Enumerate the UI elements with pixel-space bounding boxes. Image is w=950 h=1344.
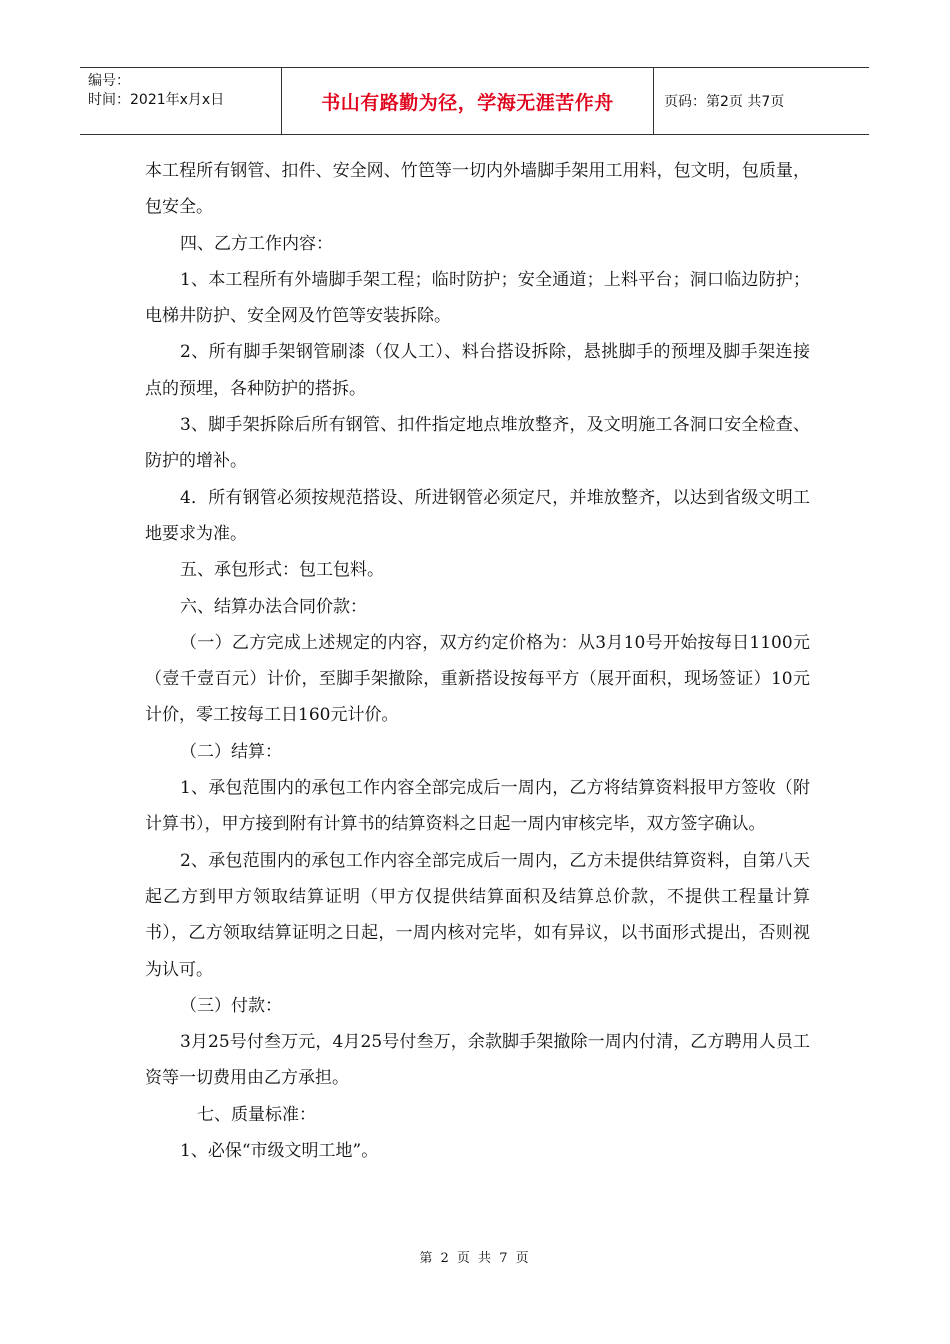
page-header [80, 67, 869, 135]
body-paragraph: 1、承包范围内的承包工作内容全部完成后一周内，乙方将结算资料报甲方签收（附计算书），甲方接到附有计算书的结算资料之日起一周内审核完毕，双方签字确认。 [145, 778, 810, 835]
body-paragraph: （一）乙方完成上述规定的内容，双方约定价格为：从3月10号开始按每日1100元（壹千壹百元）计价，至脚手架撤除，重新搭设按每平方（展开面积，现场签证）10元计价，零工按每工日160元计价。 [145, 632, 810, 726]
header-meta [80, 68, 282, 134]
section-heading: 五、承包形式：包工包料。 [180, 560, 384, 581]
subsection-heading: （三）付款： [180, 995, 282, 1016]
body-paragraph: 2、所有脚手架钢管刷漆（仅人工）、料台搭设拆除，悬挑脚手的预埋及脚手架连接点的预埋，各种防护的搭拆。 [145, 342, 810, 399]
section-heading: 六、结算办法合同价款： [180, 596, 367, 617]
section-heading: 四、乙方工作内容： [180, 233, 333, 254]
subsection-heading: （二）结算： [180, 741, 282, 762]
body-paragraph: 1、必保“市级文明工地”。 [180, 1141, 379, 1162]
body-paragraph: 4．所有钢管必须按规范搭设、所进钢管必须定尺，并堆放整齐，以达到省级文明工地要求为准。 [145, 487, 810, 544]
header-page-label: 页码：第2页 共7页 [664, 94, 785, 110]
header-motto-cell [282, 68, 654, 134]
body-paragraph: 3、脚手架拆除后所有钢管、扣件指定地点堆放整齐，及文明施工各洞口安全检查、防护的增补。 [145, 415, 810, 472]
body-paragraph: 2、承包范围内的承包工作内容全部完成后一周内，乙方未提供结算资料，自第八天起乙方到甲方领取结算证明（甲方仅提供结算面积及结算总价款，不提供工程量计算书），乙方领取结算证明之日起，一周内核对完毕，如有异议，以书面形式提出，否则视为认可。 [145, 850, 810, 980]
body-paragraph: 本工程所有钢管、扣件、安全网、竹笆等一切内外墙脚手架用工用料，包文明，包质量，包安全。 [145, 161, 810, 218]
document-date-label: 时间：2021年x月x日 [88, 92, 225, 108]
body-paragraph: 3月25号付叁万元，4月25号付叁万，余款脚手架撤除一周内付清，乙方聘用人员工资等一切费用由乙方承担。 [145, 1032, 810, 1089]
body-paragraph: 1、本工程所有外墙脚手架工程；临时防护；安全通道；上料平台；洞口临边防护；电梯井防护、安全网及竹笆等安装拆除。 [145, 269, 810, 327]
document-body [145, 153, 810, 1169]
header-page-cell [654, 68, 869, 134]
section-heading: 七、质量标准： [197, 1104, 316, 1125]
header-motto: 书山有路勤为径，学海无涯苦作舟 [321, 91, 614, 114]
document-number-label: 编号： [88, 73, 130, 89]
page-footer: 第 2 页 共 7 页 [419, 1251, 531, 1266]
